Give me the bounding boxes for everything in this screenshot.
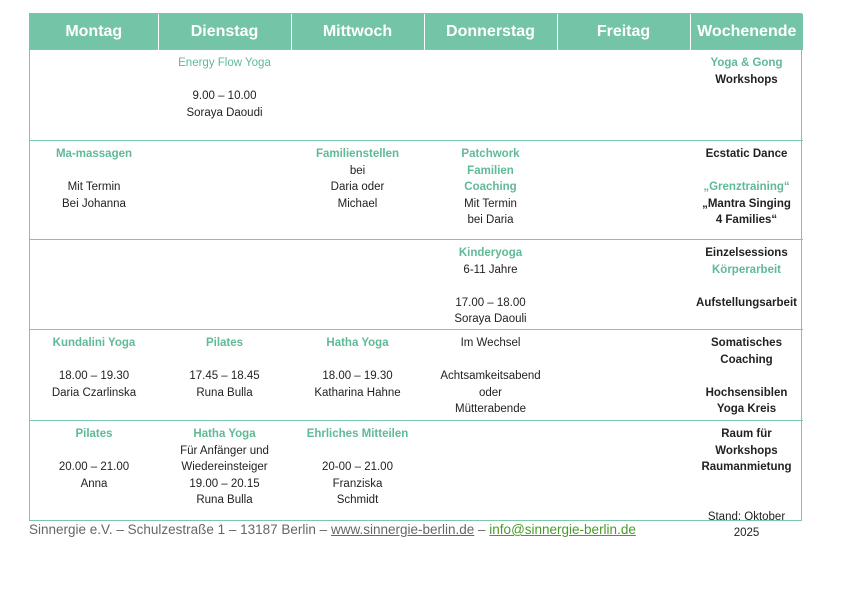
schedule-cell-montag bbox=[30, 240, 158, 330]
event-detail: Workshops bbox=[715, 73, 778, 86]
event-title: Energy Flow Yoga bbox=[178, 57, 271, 69]
event-detail: Runa Bulla bbox=[196, 494, 253, 506]
event-detail: 18.00 – 19.30 bbox=[322, 370, 393, 382]
email-link[interactable]: info@sinnergie-berlin.de bbox=[489, 522, 636, 537]
event-title: Patchwork bbox=[461, 148, 520, 160]
event-detail: Familien bbox=[467, 164, 514, 177]
schedule-cell-wochenende bbox=[690, 50, 803, 141]
event-detail bbox=[160, 72, 289, 89]
event-detail: Coaching bbox=[720, 353, 773, 366]
event-detail: „Mantra Singing bbox=[702, 197, 791, 210]
event-detail: Michael bbox=[337, 197, 378, 210]
event-detail: Workshops bbox=[715, 444, 778, 457]
schedule-grid bbox=[30, 14, 803, 542]
schedule-cell-dienstag bbox=[158, 50, 291, 141]
event-detail: Schmidt bbox=[336, 494, 379, 506]
event-detail: Aufstellungsarbeit bbox=[696, 296, 797, 309]
schedule-cell-freitag bbox=[557, 50, 690, 141]
event-detail bbox=[692, 278, 801, 295]
event-title: Ecstatic Dance bbox=[705, 148, 788, 160]
event-detail: „Grenztraining“ bbox=[703, 181, 790, 193]
schedule-cell-donnerstag bbox=[424, 141, 557, 240]
schedule-cell-freitag bbox=[557, 240, 690, 330]
event-detail: Raumanmietung bbox=[701, 461, 792, 473]
event-title: Pilates bbox=[205, 337, 244, 349]
header-row bbox=[30, 14, 803, 50]
event-detail: bei Daria bbox=[467, 214, 514, 226]
schedule-cell-donnerstag bbox=[424, 330, 557, 421]
event-detail bbox=[692, 476, 801, 493]
event-detail: Katharina Hahne bbox=[314, 386, 401, 399]
schedule-cell-mittwoch bbox=[291, 240, 424, 330]
event-title: Kinderyoga bbox=[458, 247, 523, 259]
schedule-cell-wochenende bbox=[690, 421, 803, 542]
schedule-cell-donnerstag bbox=[424, 240, 557, 330]
schedule-cell-montag bbox=[30, 50, 158, 141]
event-title: Somatisches bbox=[711, 337, 782, 349]
schedule-cell-dienstag bbox=[158, 141, 291, 240]
event-detail: Körperarbeit bbox=[711, 263, 782, 276]
event-detail bbox=[692, 368, 801, 385]
event-detail: Daria oder bbox=[330, 181, 385, 193]
event-detail: 18.00 – 19.30 bbox=[58, 370, 130, 382]
schedule-body bbox=[30, 50, 803, 542]
event-detail: Yoga Kreis bbox=[716, 403, 777, 415]
schedule-cell-freitag bbox=[557, 141, 690, 240]
event-detail: Soraya Daoudi bbox=[186, 106, 263, 119]
event-title: Hatha Yoga bbox=[326, 337, 389, 349]
event-detail: Wiedereinsteiger bbox=[181, 461, 268, 473]
event-detail: Mütterabende bbox=[455, 403, 526, 415]
event-detail bbox=[692, 163, 801, 180]
day-header-donnerstag: Donnerstag bbox=[424, 14, 557, 50]
event-detail: 20-00 – 21.00 bbox=[322, 461, 393, 473]
schedule-row bbox=[30, 240, 803, 330]
event-detail bbox=[426, 278, 555, 295]
schedule-cell-mittwoch bbox=[291, 330, 424, 421]
schedule-cell-dienstag bbox=[158, 240, 291, 330]
event-detail: Bei Johanna bbox=[62, 197, 126, 210]
event-detail: bei bbox=[349, 164, 366, 177]
schedule-cell-montag bbox=[30, 141, 158, 240]
event-detail: 17.45 – 18.45 bbox=[189, 370, 260, 382]
event-detail: Hochsensiblen bbox=[705, 386, 788, 399]
event-title: Ehrliches Mitteilen bbox=[306, 428, 409, 440]
footer bbox=[29, 522, 636, 537]
event-detail bbox=[160, 352, 289, 369]
event-detail: Stand: Oktober bbox=[707, 510, 786, 523]
event-detail: oder bbox=[478, 386, 503, 399]
event-title: Pilates bbox=[75, 428, 113, 440]
event-detail: Anna bbox=[80, 477, 108, 490]
event-detail: Mit Termin bbox=[464, 197, 517, 210]
day-header-wochenende: Wochenende bbox=[690, 14, 803, 50]
event-detail: Franziska bbox=[332, 477, 383, 490]
event-detail: Mit Termin bbox=[67, 181, 121, 193]
day-header-montag: Montag bbox=[30, 14, 158, 50]
schedule-row bbox=[30, 141, 803, 240]
event-detail: Runa Bulla bbox=[196, 386, 253, 399]
website-link[interactable]: www.sinnergie-berlin.de bbox=[330, 522, 475, 537]
schedule-cell-wochenende bbox=[690, 141, 803, 240]
schedule-cell-mittwoch bbox=[291, 141, 424, 240]
event-detail: 17.00 – 18.00 bbox=[455, 296, 526, 309]
event-detail: Daria Czarlinska bbox=[51, 386, 137, 399]
event-detail: Soraya Daouli bbox=[454, 313, 527, 325]
event-detail bbox=[32, 352, 156, 369]
schedule-cell-wochenende bbox=[690, 240, 803, 330]
schedule-cell-dienstag bbox=[158, 330, 291, 421]
event-detail: Coaching bbox=[464, 181, 517, 193]
event-title: Einzelsessions bbox=[705, 247, 788, 259]
footer-address: Sinnergie e.V. – Schulzestraße 1 – 13187 Berlin – bbox=[29, 522, 331, 537]
event-title: Yoga & Gong bbox=[710, 57, 783, 69]
event-detail: 2025 bbox=[733, 527, 760, 539]
day-header-dienstag: Dienstag bbox=[158, 14, 291, 50]
event-detail bbox=[426, 352, 555, 369]
event-detail bbox=[293, 443, 422, 460]
event-title: Hatha Yoga bbox=[193, 428, 256, 440]
event-title: Kundalini Yoga bbox=[52, 337, 136, 349]
event-detail: 19.00 – 20.15 bbox=[189, 477, 260, 490]
event-detail bbox=[32, 443, 156, 460]
event-detail: Achtsamkeitsabend bbox=[440, 370, 541, 382]
day-header-mittwoch: Mittwoch bbox=[291, 14, 424, 50]
event-detail: 20.00 – 21.00 bbox=[58, 461, 130, 473]
schedule-row bbox=[30, 50, 803, 141]
event-detail bbox=[692, 492, 801, 509]
day-header-freitag: Freitag bbox=[557, 14, 690, 50]
event-title: Familienstellen bbox=[315, 148, 400, 160]
schedule-cell-donnerstag bbox=[424, 50, 557, 141]
footer-separator: – bbox=[474, 522, 490, 537]
event-detail bbox=[32, 163, 156, 180]
event-detail: 4 Families“ bbox=[715, 214, 778, 226]
event-title: Ma-massagen bbox=[55, 148, 133, 160]
schedule-cell-mittwoch bbox=[291, 50, 424, 141]
schedule-cell-montag bbox=[30, 330, 158, 421]
event-title: Raum für bbox=[721, 428, 772, 440]
event-detail: 9.00 – 10.00 bbox=[192, 90, 257, 102]
event-detail: 6-11 Jahre bbox=[463, 263, 518, 276]
schedule-cell-wochenende bbox=[690, 330, 803, 421]
event-detail: Für Anfänger und bbox=[180, 444, 269, 457]
schedule-row bbox=[30, 330, 803, 421]
event-detail bbox=[293, 352, 422, 369]
schedule-cell-freitag bbox=[557, 330, 690, 421]
event-title: Im Wechsel bbox=[460, 337, 521, 349]
